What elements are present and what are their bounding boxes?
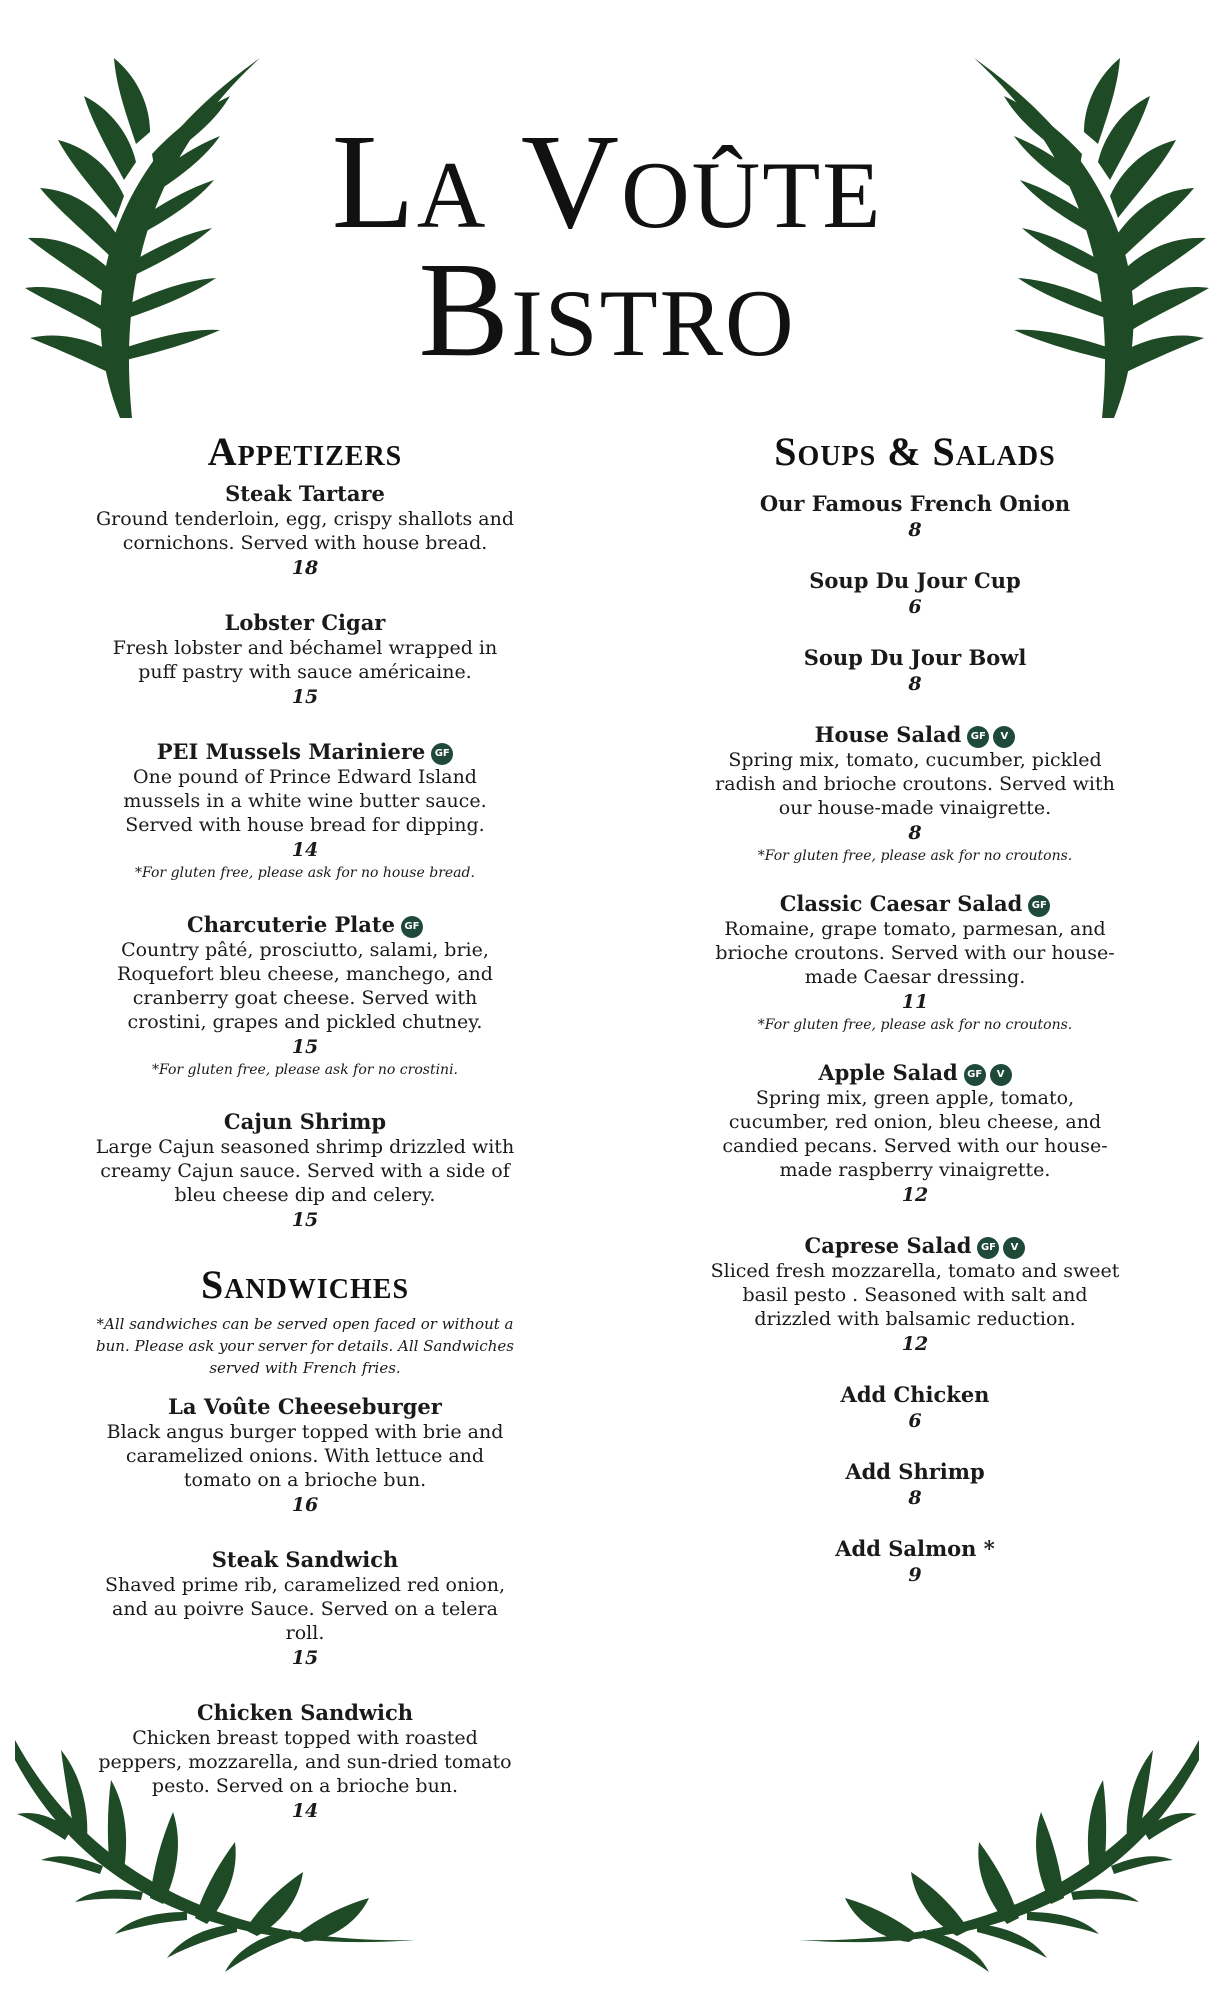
item-note: *For gluten free, please ask for no crostini. bbox=[152, 1062, 458, 1078]
item-name: Add Salmon * bbox=[835, 1536, 995, 1561]
item-name-row bbox=[705, 890, 1125, 917]
item-name: Cajun Shrimp bbox=[223, 1109, 387, 1134]
vegetarian-badge: V bbox=[1003, 1237, 1025, 1259]
item-price: 8 bbox=[908, 519, 922, 541]
item-description: Large Cajun seasoned shrimp drizzled with creamy Cajun sauce. Served with a side of bleu cheese dip and celery. bbox=[95, 1136, 515, 1206]
item-name-row bbox=[95, 738, 515, 765]
gluten-free-badge: GF bbox=[1028, 895, 1050, 917]
item-note: *For gluten free, please ask for no croutons. bbox=[757, 848, 1073, 864]
gluten-free-badge: GF bbox=[977, 1237, 999, 1259]
item-description: Spring mix, green apple, tomato, cucumber, red onion, bleu cheese, and candied pecans. Served with our house-made raspberry vinaigrette. bbox=[722, 1087, 1108, 1181]
item-description: Sliced fresh mozzarella, tomato and sweet basil pesto . Seasoned with salt and drizzled with balsamic reduction. bbox=[710, 1260, 1120, 1330]
item-name: Caprese Salad bbox=[804, 1233, 972, 1258]
restaurant-name-line2: Bistro bbox=[418, 235, 796, 385]
item-name-row bbox=[95, 480, 515, 507]
gluten-free-badge: GF bbox=[401, 916, 423, 938]
menu-item bbox=[95, 1699, 515, 1824]
item-name-row bbox=[705, 721, 1125, 748]
item-name-row bbox=[705, 644, 1125, 671]
item-name: Charcuterie Plate bbox=[187, 912, 395, 937]
item-name-row bbox=[705, 1059, 1125, 1086]
menu-item bbox=[705, 890, 1125, 1035]
item-price: 18 bbox=[291, 557, 319, 579]
sandwiches-note: *All sandwiches can be served open faced or without a bun. Please ask your server for details. All Sandwiches served with French fries. bbox=[96, 1315, 514, 1377]
menu-item bbox=[705, 721, 1125, 866]
item-name-row bbox=[705, 1232, 1125, 1259]
item-name-row bbox=[95, 1393, 515, 1420]
item-description: Shaved prime rib, caramelized red onion, and au poivre Sauce. Served on a telera roll. bbox=[104, 1574, 506, 1644]
menu-item bbox=[705, 1232, 1125, 1357]
item-description: Ground tenderloin, egg, crispy shallots and cornichons. Served with house bread. bbox=[95, 508, 515, 554]
item-price: 9 bbox=[908, 1564, 922, 1586]
item-name-row bbox=[95, 1699, 515, 1726]
menu-item bbox=[95, 1108, 515, 1233]
item-name: Add Chicken bbox=[840, 1382, 990, 1407]
sandwiches-heading: Sandwiches bbox=[200, 1262, 410, 1307]
item-price: 16 bbox=[291, 1494, 319, 1516]
sandwiches-list bbox=[95, 1393, 515, 1824]
item-description: Country pâté, prosciutto, salami, brie, Roquefort bleu cheese, manchego, and cranberry goat cheese. Served with crostini, grapes and pickled chutney. bbox=[117, 939, 493, 1033]
item-price: 15 bbox=[291, 1036, 319, 1058]
gluten-free-badge: GF bbox=[967, 726, 989, 748]
item-price: 12 bbox=[901, 1333, 929, 1355]
vegetarian-badge: V bbox=[990, 1064, 1012, 1086]
item-name: La Voûte Cheeseburger bbox=[168, 1394, 442, 1419]
item-description: Black angus burger topped with brie and caramelized onions. With lettuce and tomato on a brioche bun. bbox=[106, 1421, 504, 1491]
menu-item bbox=[705, 1381, 1125, 1434]
item-name: PEI Mussels Mariniere bbox=[156, 739, 426, 764]
item-price: 14 bbox=[291, 1800, 319, 1822]
menu-item bbox=[95, 1393, 515, 1518]
item-price: 14 bbox=[291, 839, 319, 861]
item-name-row bbox=[705, 1458, 1125, 1485]
item-name: Our Famous French Onion bbox=[759, 491, 1071, 516]
appetizers-heading: Appetizers bbox=[207, 429, 403, 474]
menu-item bbox=[95, 1546, 515, 1671]
soups-salads-list bbox=[705, 490, 1125, 1588]
item-note: *For gluten free, please ask for no house bread. bbox=[135, 865, 475, 881]
item-name-row bbox=[95, 1108, 515, 1135]
item-price: 15 bbox=[291, 1209, 319, 1231]
restaurant-name-line1: La Voûte bbox=[331, 107, 883, 257]
gluten-free-badge: GF bbox=[964, 1064, 986, 1086]
palm-frond-bottom-right-icon bbox=[799, 1730, 1199, 1985]
right-column bbox=[705, 430, 1125, 1612]
menu-item bbox=[705, 644, 1125, 697]
item-price: 15 bbox=[291, 686, 319, 708]
item-name: Add Shrimp bbox=[845, 1459, 985, 1484]
item-name-row bbox=[95, 609, 515, 636]
item-name: Steak Tartare bbox=[225, 481, 385, 506]
appetizers-list bbox=[95, 480, 515, 1233]
item-name-row bbox=[705, 1535, 1125, 1562]
restaurant-title bbox=[0, 107, 1214, 385]
menu-item bbox=[95, 738, 515, 883]
item-name-row bbox=[95, 911, 515, 938]
item-name: Apple Salad bbox=[818, 1060, 958, 1085]
item-price: 15 bbox=[291, 1647, 319, 1669]
menu-item bbox=[95, 480, 515, 581]
item-name: Soup Du Jour Bowl bbox=[803, 645, 1027, 670]
item-name-row bbox=[705, 490, 1125, 517]
item-price: 8 bbox=[908, 1487, 922, 1509]
soups-salads-heading: Soups & Salads bbox=[774, 429, 1056, 474]
item-description: Chicken breast topped with roasted peppers, mozzarella, and sun-dried tomato pesto. Served on a brioche bun. bbox=[98, 1727, 512, 1797]
item-name: House Salad bbox=[814, 722, 962, 747]
item-price: 6 bbox=[908, 596, 922, 618]
item-price: 12 bbox=[901, 1184, 929, 1206]
item-price: 8 bbox=[908, 822, 922, 844]
item-price: 6 bbox=[908, 1410, 922, 1432]
item-name: Classic Caesar Salad bbox=[779, 891, 1023, 916]
item-description: One pound of Prince Edward Island mussels in a white wine butter sauce. Served with house bread for dipping. bbox=[123, 766, 487, 836]
menu-item bbox=[705, 567, 1125, 620]
menu-item bbox=[705, 1535, 1125, 1588]
item-name: Chicken Sandwich bbox=[196, 1700, 414, 1725]
left-column bbox=[95, 430, 515, 1852]
item-name-row bbox=[705, 1381, 1125, 1408]
item-description: Fresh lobster and béchamel wrapped in puff pastry with sauce américaine. bbox=[112, 637, 498, 683]
gluten-free-badge: GF bbox=[431, 743, 453, 765]
menu-item bbox=[95, 609, 515, 710]
item-name: Lobster Cigar bbox=[224, 610, 386, 635]
item-name: Steak Sandwich bbox=[211, 1547, 399, 1572]
vegetarian-badge: V bbox=[993, 726, 1015, 748]
item-name-row bbox=[95, 1546, 515, 1573]
menu-item bbox=[705, 1458, 1125, 1511]
item-note: *For gluten free, please ask for no croutons. bbox=[757, 1017, 1073, 1033]
menu-item bbox=[705, 490, 1125, 543]
item-price: 8 bbox=[908, 673, 922, 695]
item-description: Spring mix, tomato, cucumber, pickled radish and brioche croutons. Served with our house-made vinaigrette. bbox=[715, 749, 1115, 819]
item-description: Romaine, grape tomato, parmesan, and brioche croutons. Served with our house-made Caesar dressing. bbox=[715, 918, 1115, 988]
item-price: 11 bbox=[901, 991, 929, 1013]
menu-item bbox=[95, 911, 515, 1080]
menu-item bbox=[705, 1059, 1125, 1208]
item-name-row bbox=[705, 567, 1125, 594]
item-name: Soup Du Jour Cup bbox=[809, 568, 1021, 593]
